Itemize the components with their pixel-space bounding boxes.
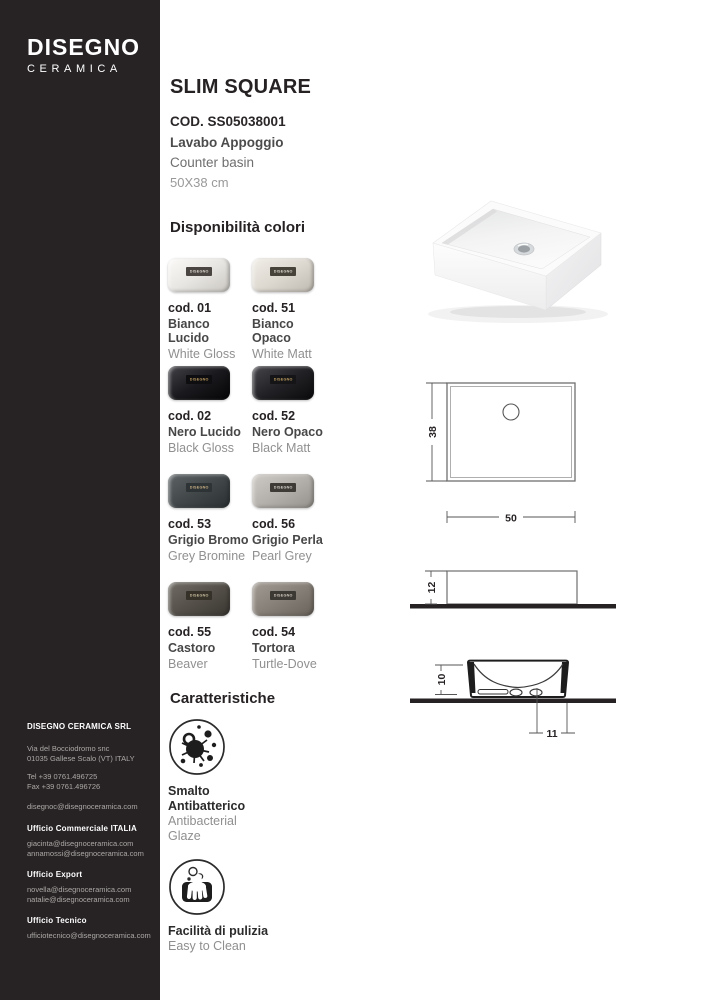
feature-antibacterial	[168, 718, 348, 844]
dim-height-label: 12	[426, 581, 438, 594]
swatch-code: cod. 56	[252, 517, 296, 531]
brand-logo-subname: CERAMICA	[27, 63, 122, 75]
color-swatch-item	[252, 474, 336, 582]
office-email: giacinta@disegnoceramica.com	[27, 839, 134, 848]
chip-brand-tag: DISEGNO	[186, 375, 212, 384]
color-swatch-item	[252, 258, 336, 366]
product-title: SLIM SQUARE	[170, 76, 312, 98]
feature-title-line: Facilità di pulizia	[168, 924, 269, 938]
sidebar	[0, 0, 160, 1000]
phone-line: Tel +39 0761.496725	[27, 772, 98, 781]
feature-easy-clean	[168, 858, 348, 954]
company-phones	[27, 772, 153, 792]
address-line: Via del Bocciodromo snc	[27, 744, 110, 753]
product-size: 50X38 cm	[170, 175, 229, 190]
office-section-title: Ufficio Commerciale ITALIA	[27, 824, 137, 833]
chip-brand-tag: DISEGNO	[186, 591, 212, 600]
chip-brand-tag: DISEGNO	[186, 483, 212, 492]
company-email: disegnoc@disegnoceramica.com	[27, 802, 138, 811]
ceramic-color-chip	[252, 366, 314, 400]
company-name: DISEGNO CERAMICA SRL	[27, 722, 132, 731]
swatch-name-en: White Gloss	[168, 347, 236, 361]
office-email: ufficiotecnico@disegnoceramica.com	[27, 931, 151, 940]
product-type-it: Lavabo Appoggio	[170, 135, 284, 150]
ceramic-color-chip	[252, 258, 314, 292]
company-address	[27, 744, 153, 764]
swatch-code: cod. 54	[252, 625, 296, 639]
fax-line: Fax +39 0761.496726	[27, 782, 101, 791]
swatch-name-en: Beaver	[168, 657, 208, 671]
office-section-title: Ufficio Export	[27, 870, 83, 879]
dim-inner-depth-label: 10	[436, 673, 448, 686]
feature-title-line: Antibatterico	[168, 799, 246, 813]
swatch-name-it: Bianco Lucido	[168, 317, 210, 345]
swatch-name-it: Tortora	[252, 641, 295, 655]
swatch-name-en: Grey Bromine	[168, 549, 246, 563]
dim-width-label: 50	[505, 512, 517, 525]
swatch-name-en: Black Matt	[252, 441, 311, 455]
technical-drawing-section-view	[410, 661, 616, 740]
technical-drawing-top-view	[424, 383, 575, 525]
ceramic-color-chip	[168, 366, 230, 400]
product-code: COD. SS05038001	[170, 114, 286, 129]
brand-logo	[27, 34, 140, 75]
swatch-name-it: Nero Lucido	[168, 425, 241, 439]
swatch-name-en: Turtle-Dove	[252, 657, 317, 671]
chip-brand-tag: DISEGNO	[270, 375, 296, 384]
ceramic-color-chip	[252, 474, 314, 508]
color-swatch-item	[168, 582, 252, 690]
swatch-name-it: Bianco Opaco	[252, 317, 294, 345]
office-email: novella@disegnoceramica.com	[27, 885, 132, 894]
office-section-export	[27, 870, 153, 905]
ceramic-color-chip	[252, 582, 314, 616]
swatch-name-it: Castoro	[168, 641, 216, 655]
swatch-name-en: Black Gloss	[168, 441, 234, 455]
ceramic-color-chip	[168, 258, 230, 292]
chip-brand-tag: DISEGNO	[270, 591, 296, 600]
office-section-tecnico	[27, 916, 153, 941]
chip-brand-tag: DISEGNO	[270, 483, 296, 492]
swatch-code: cod. 53	[168, 517, 212, 531]
feature-subtitle-line: Antibacterial	[168, 814, 237, 828]
swatch-code: cod. 55	[168, 625, 212, 639]
antibacterial-icon	[168, 718, 226, 776]
chip-brand-tag: DISEGNO	[270, 267, 296, 276]
swatch-name-en: Pearl Grey	[252, 549, 312, 563]
color-swatch-item	[168, 366, 252, 474]
swatch-code: cod. 01	[168, 301, 212, 315]
feature-subtitle-line: Glaze	[168, 829, 201, 843]
features-heading: Caratteristiche	[170, 690, 276, 707]
address-line: 01035 Gallese Scalo (VT) ITALY	[27, 754, 135, 763]
feature-title-line: Smalto	[168, 784, 210, 798]
color-swatch-grid	[168, 258, 358, 690]
swatch-code: cod. 51	[252, 301, 296, 315]
swatch-name-it: Grigio Bromo	[168, 533, 249, 547]
chip-brand-tag: DISEGNO	[186, 267, 212, 276]
office-section-commerciale	[27, 824, 153, 859]
color-swatch-item	[168, 474, 252, 582]
ceramic-color-chip	[168, 474, 230, 508]
color-swatch-item	[168, 258, 252, 366]
swatch-name-it: Grigio Perla	[252, 533, 323, 547]
technical-drawing-side-view	[410, 571, 616, 609]
swatch-name-it: Nero Opaco	[252, 425, 323, 439]
office-email: natalie@disegnoceramica.com	[27, 895, 130, 904]
product-header	[170, 76, 410, 190]
ceramic-color-chip	[168, 582, 230, 616]
office-email: annamossi@disegnoceramica.com	[27, 849, 144, 858]
office-section-title: Ufficio Tecnico	[27, 916, 87, 925]
features-list	[168, 718, 348, 968]
product-photo-counter-basin	[418, 192, 618, 342]
colors-heading: Disponibilità colori	[170, 219, 306, 236]
color-swatch-item	[252, 582, 336, 690]
dim-drain-offset-label: 11	[546, 728, 558, 740]
swatch-code: cod. 52	[252, 409, 296, 423]
product-type-en: Counter basin	[170, 155, 255, 170]
brand-logo-name: DISEGNO	[27, 34, 141, 60]
dim-depth-label: 38	[427, 426, 439, 438]
swatch-name-en: White Matt	[252, 347, 312, 361]
color-swatch-item	[252, 366, 336, 474]
company-contact-block	[27, 722, 153, 941]
feature-subtitle-line: Easy to Clean	[168, 939, 246, 953]
swatch-code: cod. 02	[168, 409, 212, 423]
easy-clean-icon	[168, 858, 226, 916]
technical-drawings	[405, 375, 650, 745]
